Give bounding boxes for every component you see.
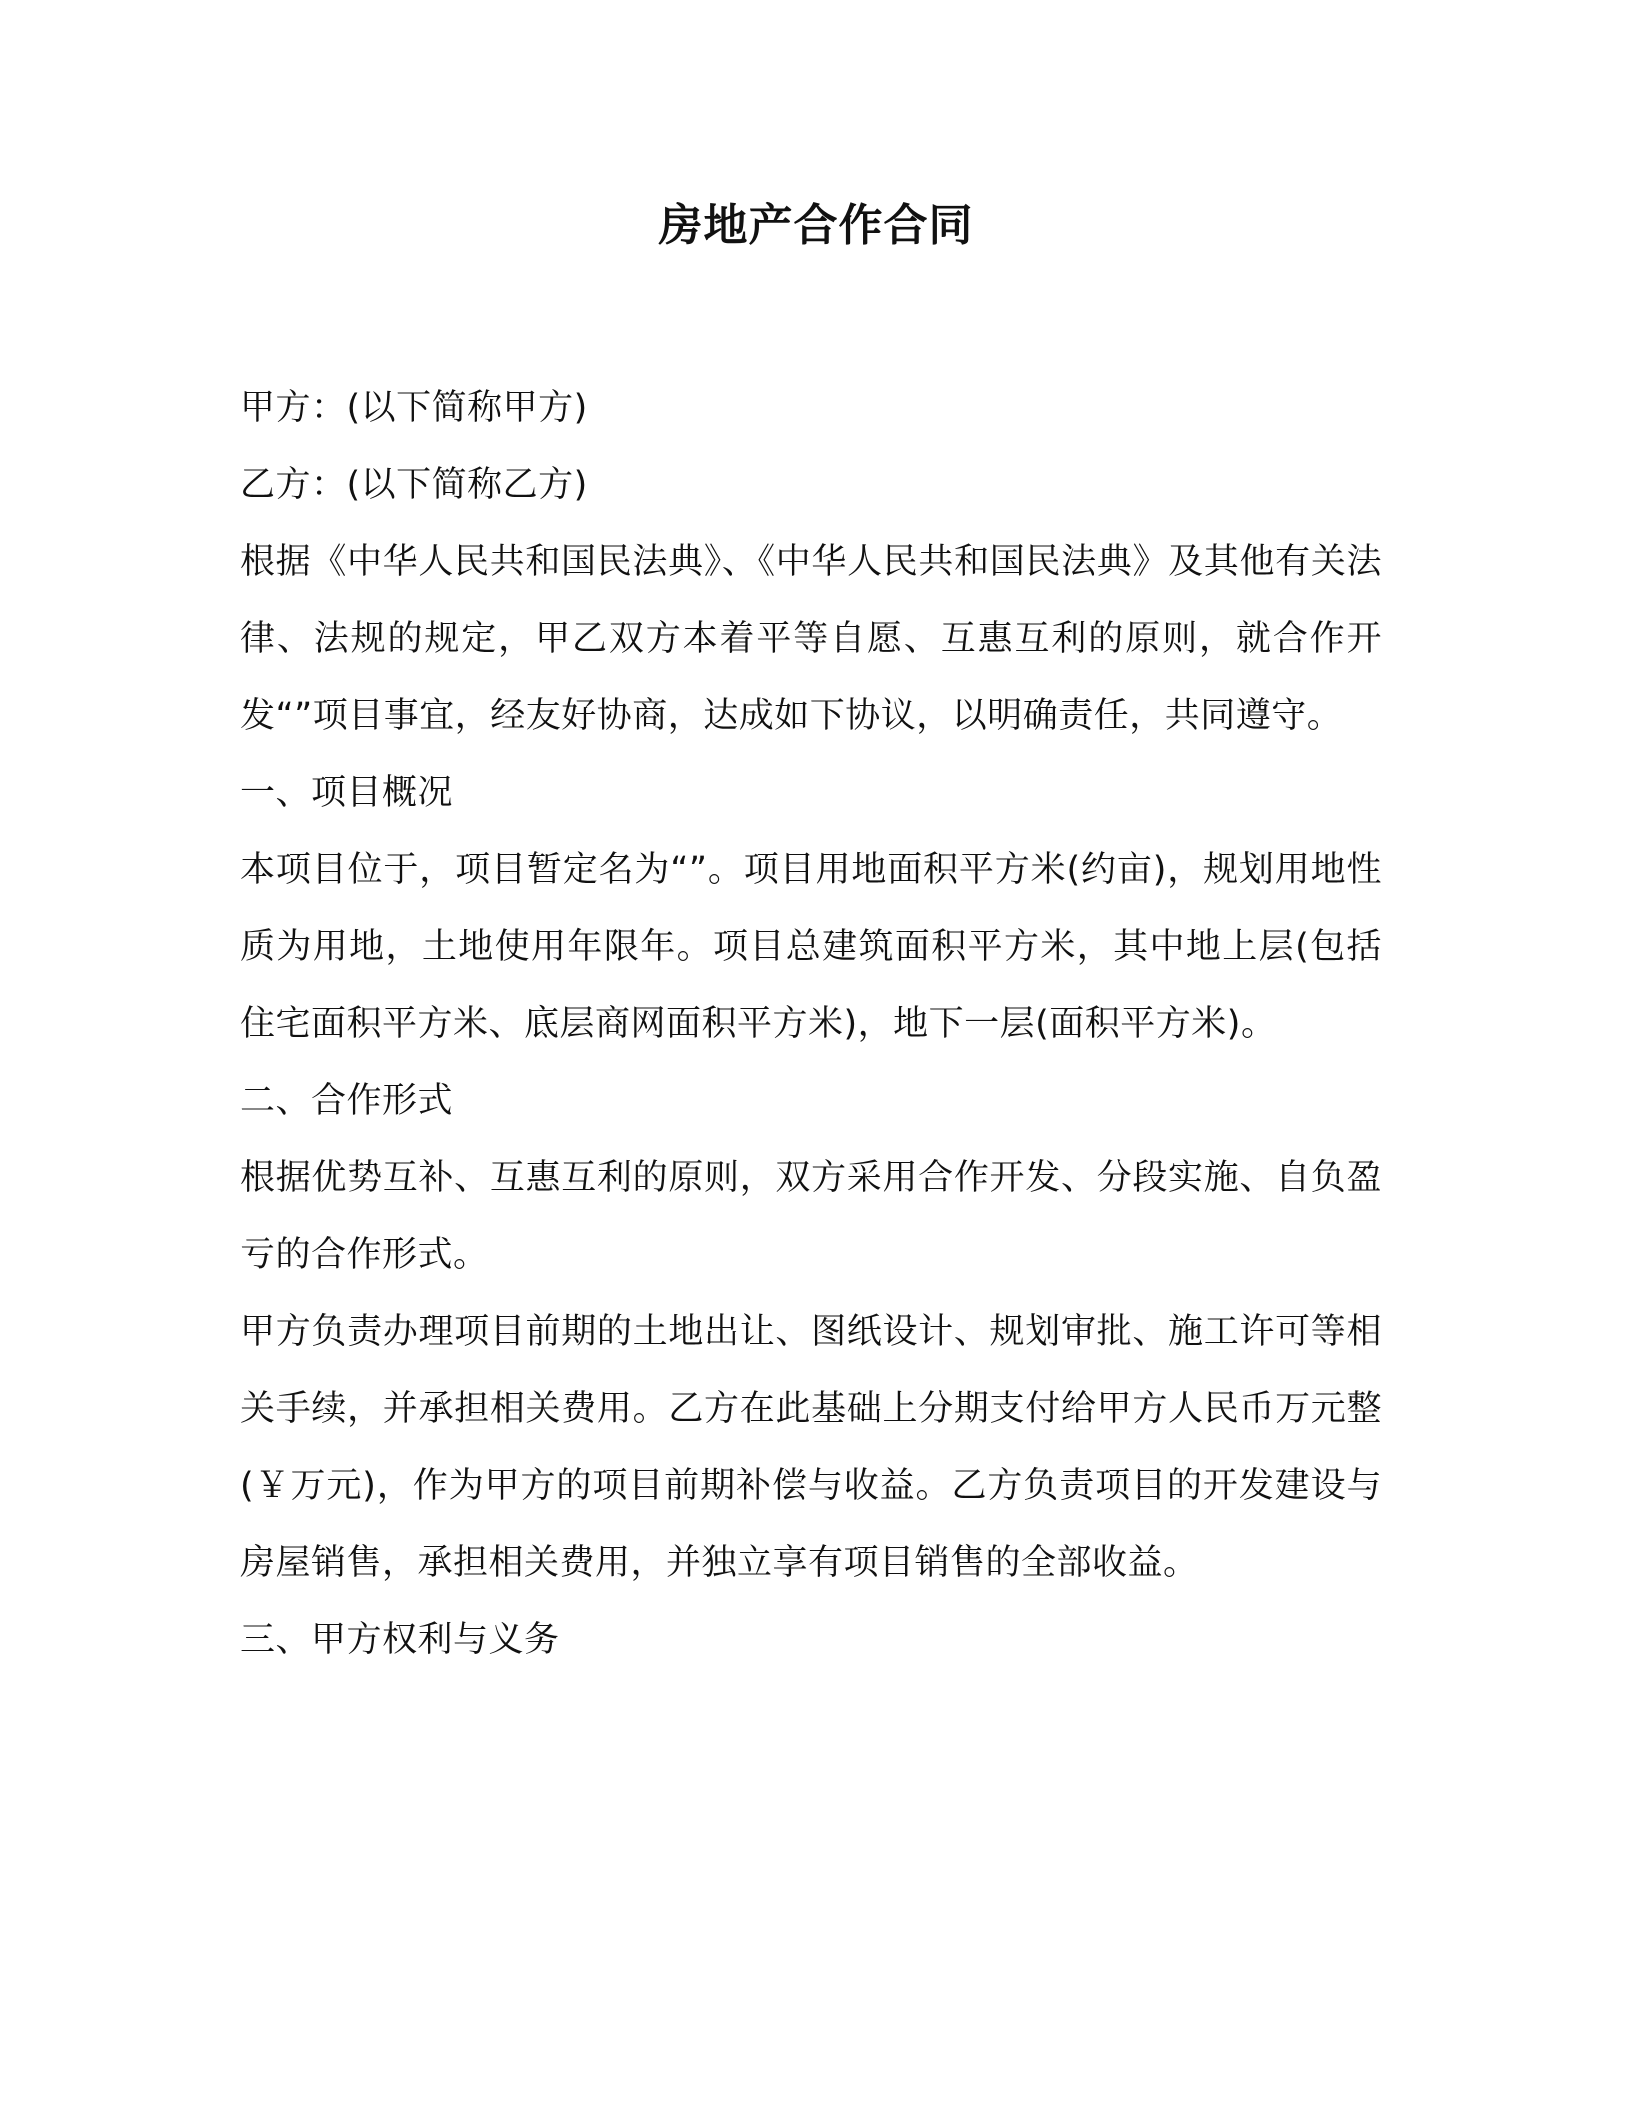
section-heading-cooperation-form: 二、合作形式: [240, 1081, 454, 1121]
project-overview-paragraph: 本项目位于，项目暂定名为“”。项目用地面积平方米(约亩)，规划用地性质为用地，土地使用年限年。项目总建筑面积平方米，其中地上层(包括住宅面积平方米、底层商网面积平方米)，地下一层(面积平方米)。: [240, 850, 1382, 1044]
preamble-paragraph: 根据《中华人民共和国民法典》、《中华人民共和国民法典》及其他有关法律、法规的规定，甲乙双方本着平等自愿、互惠互利的原则，就合作开发“”项目事宜，经友好协商，达成如下协议，以明确责任，共同遵守。: [240, 542, 1382, 736]
party-a-line: 甲方：(以下简称甲方): [240, 388, 588, 428]
document-body: [240, 370, 1382, 1679]
document-title: 房地产合作合同: [658, 200, 974, 251]
section-heading-project-overview: 一、项目概况: [240, 773, 454, 813]
party-b-line: 乙方：(以下简称乙方): [240, 465, 588, 505]
section-heading-party-a-rights: 三、甲方权利与义务: [240, 1620, 560, 1660]
cooperation-form-paragraph-2: 甲方负责办理项目前期的土地出让、图纸设计、规划审批、施工许可等相关手续，并承担相关费用。乙方在此基础上分期支付给甲方人民币万元整(￥万元)，作为甲方的项目前期补偿与收益。乙方负责项目的开发建设与房屋销售，承担相关费用，并独立享有项目销售的全部收益。: [240, 1312, 1382, 1583]
cooperation-form-paragraph-1: 根据优势互补、互惠互利的原则，双方采用合作开发、分段实施、自负盈亏的合作形式。: [240, 1158, 1382, 1275]
